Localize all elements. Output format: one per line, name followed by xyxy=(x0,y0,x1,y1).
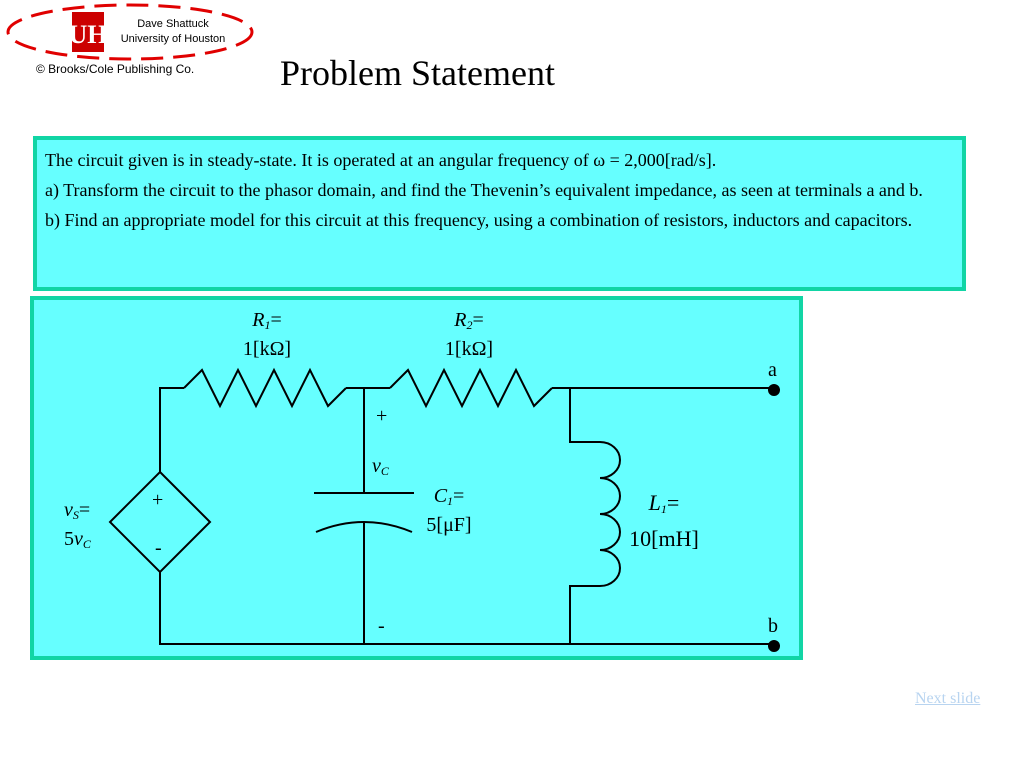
r1-symbol: R xyxy=(252,309,265,331)
vc-plus: + xyxy=(376,405,388,427)
vs-coef: 5 xyxy=(64,528,74,550)
c1-subscript: 1 xyxy=(447,494,454,508)
vs-ctrl-symbol: v xyxy=(74,528,83,550)
problem-part-b: b) Find an appropriate model for this circuit at this frequency, using a combination of resistors, inductors and capacitors. xyxy=(45,210,913,230)
problem-intro: The circuit given is in steady-state. It is operated at an angular frequency of ω = 2,000[rad/s]. xyxy=(45,150,717,170)
circuit-schematic xyxy=(34,300,807,664)
vs-ctrl-subscript: C xyxy=(82,537,91,551)
uh-logo-text: UH xyxy=(68,20,108,49)
r2-value: 1[kΩ] xyxy=(444,338,494,360)
source-minus: - xyxy=(155,537,162,559)
author-university: University of Houston xyxy=(120,33,226,45)
resistor-r1 xyxy=(184,370,346,406)
vs-eq: = xyxy=(78,499,91,521)
r2-label xyxy=(434,308,504,361)
problem-statement-box xyxy=(33,136,966,291)
vc-subscript: C xyxy=(380,464,389,478)
l1-subscript: 1 xyxy=(660,502,667,516)
vc-label xyxy=(372,454,389,483)
vc-minus: - xyxy=(378,615,385,637)
r1-value: 1[kΩ] xyxy=(242,338,292,360)
l1-label xyxy=(618,488,710,554)
wire-ind-bottom xyxy=(570,586,600,644)
author-name: Dave Shattuck xyxy=(137,18,209,30)
page-title: Problem Statement xyxy=(280,53,555,93)
circuit-diagram-box xyxy=(30,296,803,660)
r2-subscript: 2 xyxy=(466,318,473,332)
vs-symbol: v xyxy=(64,499,73,521)
vc-symbol: v xyxy=(372,455,381,477)
wire-left-top xyxy=(160,388,184,472)
wire-ind-top xyxy=(570,388,600,442)
problem-part-a: a) Transform the circuit to the phasor domain, and find the Thevenin’s equivalent impedance, as seen at terminals a and b. xyxy=(45,180,923,200)
l1-symbol: L xyxy=(648,490,661,515)
header-logo-area xyxy=(0,0,260,85)
terminal-b-label: b xyxy=(768,615,778,637)
vs-subscript: S xyxy=(72,508,79,522)
c1-symbol: C xyxy=(433,485,448,507)
c1-value: 5[μF] xyxy=(426,514,472,536)
c1-label xyxy=(414,484,484,537)
inductor-l1 xyxy=(600,442,620,586)
next-slide-link[interactable]: Next slide xyxy=(915,690,981,707)
terminal-a-dot xyxy=(768,384,780,396)
wire-bottom xyxy=(160,572,770,644)
resistor-r2 xyxy=(390,370,552,406)
r2-symbol: R xyxy=(454,309,467,331)
r1-label xyxy=(232,308,302,361)
publisher-credit: © Brooks/Cole Publishing Co. xyxy=(36,62,195,76)
source-plus: + xyxy=(152,489,164,511)
l1-value: 10[mH] xyxy=(629,526,699,551)
r2-eq: = xyxy=(472,309,484,331)
l1-eq: = xyxy=(666,490,680,515)
r1-subscript: 1 xyxy=(264,318,271,332)
r1-eq: = xyxy=(270,309,282,331)
c1-eq: = xyxy=(453,485,465,507)
terminal-b-dot xyxy=(768,640,780,652)
terminal-a-label: a xyxy=(768,359,777,381)
vs-label xyxy=(64,498,91,556)
